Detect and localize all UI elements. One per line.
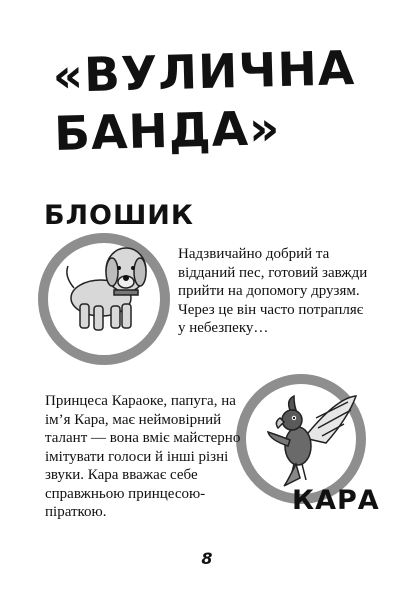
- dog-illustration: [56, 236, 166, 336]
- dog-name-label: БЛОШИК: [44, 200, 194, 231]
- parrot-description: Принцеса Караоке, папуга, на ім’я Кара, має неймовірний талант — вона вміє майстерно імітувати голоси й інші різні звуки. Кара вважає себе справжньою принцесою-піраткою.: [45, 393, 241, 520]
- parrot-name-label: КАРА: [292, 485, 380, 516]
- dog-description: Надзвичайно добрий та відданий пес, готовий завжди прийти на допомогу друзям. Через це він часто потрапляє у небезпеку…: [178, 246, 368, 336]
- title-line-1: «ВУЛИЧНА: [52, 41, 356, 104]
- page-title: [52, 39, 385, 164]
- title-line-2: БАНДА»: [53, 101, 282, 162]
- page-number: 8: [201, 549, 213, 568]
- parrot-illustration: [256, 388, 361, 488]
